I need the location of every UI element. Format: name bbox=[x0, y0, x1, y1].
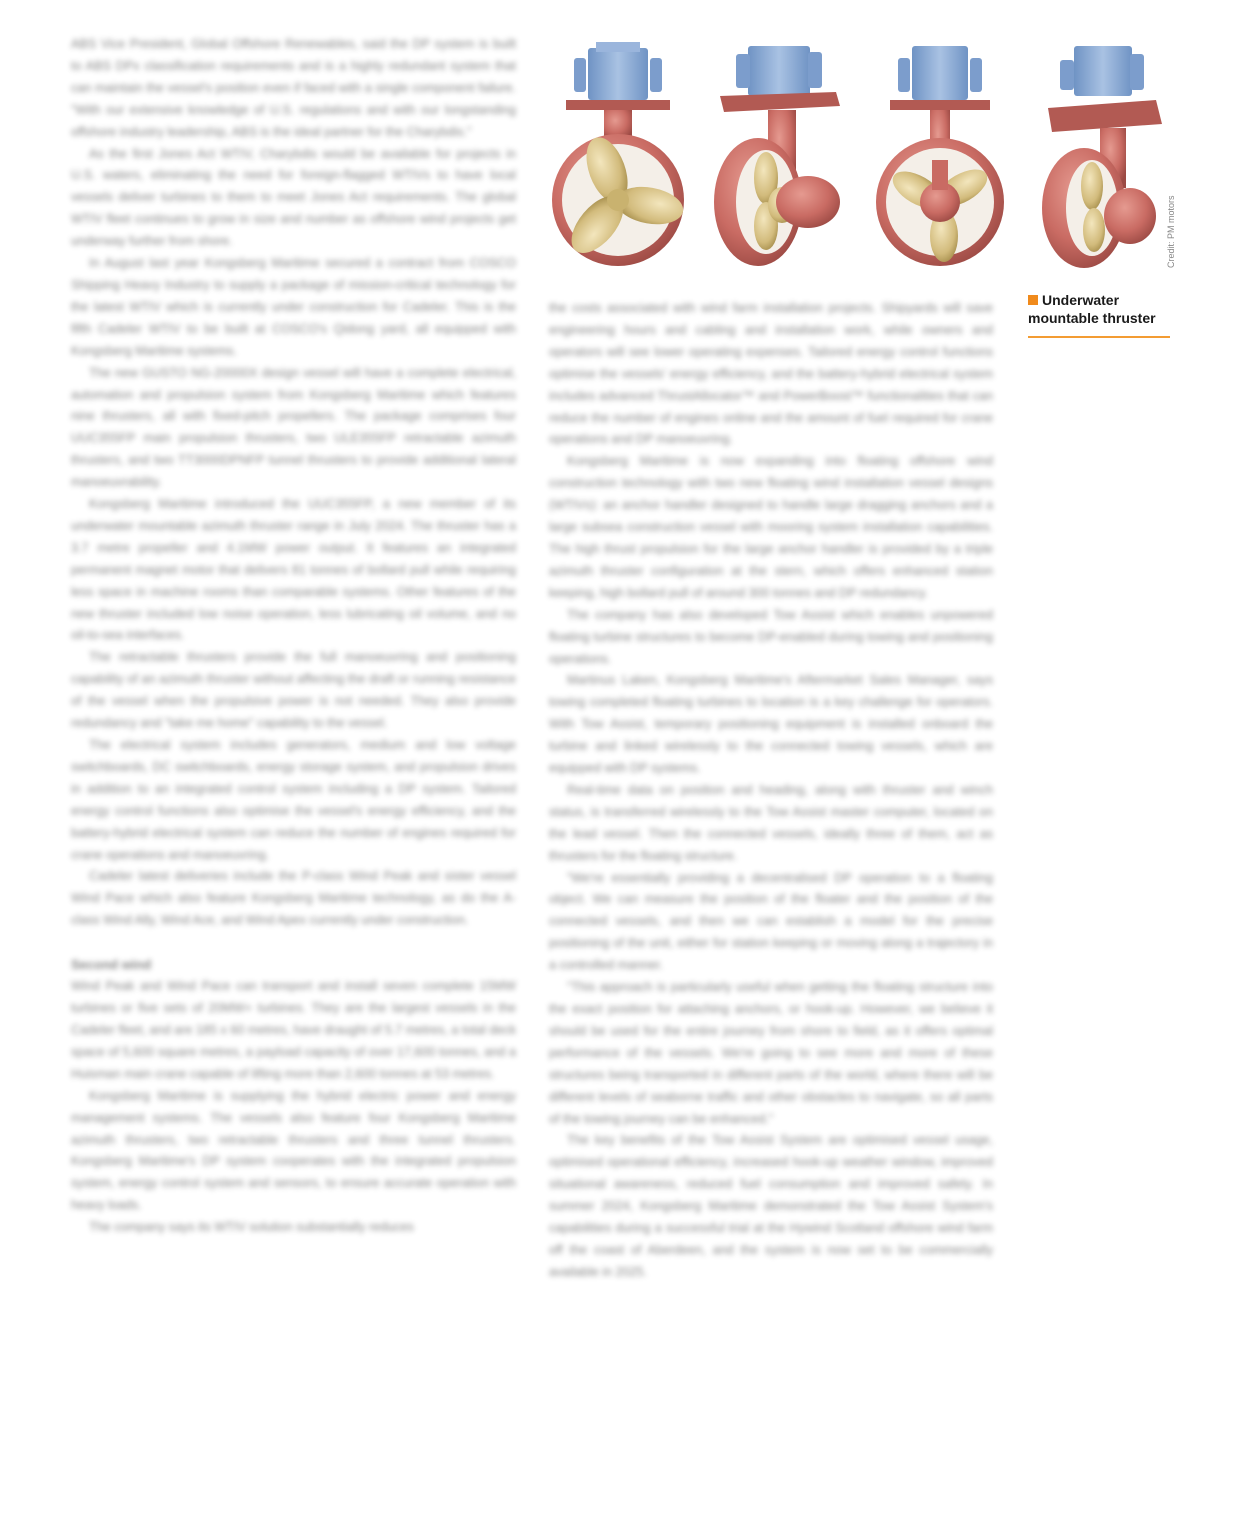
paragraph: The new GUSTO NG-20000X design vessel will have a complete electrical, automation and propulsion system from Kongsberg Maritime which features nine thrusters, all with fixed-pitch propellers. The package comprises four UUC355FP main propulsion thrusters, two ULE355FP retractable azimuth thrusters, and two TT3000DPNFP tunnel thrusters to provide additional lateral manoeuvrability. bbox=[71, 365, 516, 490]
caption-marker bbox=[1028, 295, 1038, 305]
caption-text: Underwater mountable thruster bbox=[1028, 292, 1156, 326]
thruster-3 bbox=[876, 46, 1004, 266]
paragraph: The retractable thrusters provide the full manoeuvring and positioning capability of an azimuth thruster without affecting the draft or running resistance of the vessel when the propulsive power is not needed. They also provide redundancy and "take me home" capability to the vessel. bbox=[71, 650, 516, 731]
paragraph: The key benefits of the Tow Assist System are optimised vessel usage, optimised operational efficiency, increased hook-up weather window, improved situational awareness, reduced fuel consumption and improved safety. In summer 2024, Kongsberg Maritime demonstrated the Tow Assist System's capabilities during a successful trial at the Hywind Scotland offshore wind farm off the coast of Aberdeen, and the system is now set to be commercially available in 2025. bbox=[549, 1133, 993, 1279]
paragraph: "This approach is particularly useful when getting the floating structure into the exact position for attaching anchors, or hook-up. However, we believe it should be used for the entire journey from shore to field, as it offers optimal performance of the vessels. We're going to see more and more of these structures being transported in different parts of the world, where there will be different levels of seaborne traffic and other obstacles to navigate, so all parts of the towing journey can be enhanced." bbox=[549, 980, 993, 1126]
paragraph: In August last year Kongsberg Maritime secured a contract from COSCO Shipping Heavy Industry to supply a package of mission-critical technology for the latest WTIV which is currently under construction for Cadeler. This is the fifth Cadeler WTIV to be built at COSCO's Qidong yard, all equipped with Kongsberg Maritime systems. bbox=[71, 256, 516, 358]
thruster-figure bbox=[548, 40, 1188, 276]
thruster-4 bbox=[1042, 46, 1162, 268]
paragraph: "We're essentially providing a decentralised DP operation to a floating object. We can measure the position of the floater and the position of the connected vessels, and then we can establish a model for the precise positioning of the unit, either for station keeping or moving along a trajectory in a controlled manner. bbox=[549, 870, 993, 973]
paragraph: Wind Peak and Wind Pace can transport and install seven complete 15MW turbines or five sets of 20MW+ turbines. They are the largest vessels in the Cadeler fleet, and are 185 x 60 metres, have draught of 5.7 metres, a total deck space of 5,600 square metres, a payload capacity of over 17,600 tonnes, and a Huisman main crane capable of lifting more than 2,600 tonnes at 53 metres. bbox=[71, 979, 516, 1081]
article-right-column bbox=[549, 298, 993, 1504]
photo-credit: Credit: PM motors bbox=[1166, 195, 1176, 268]
paragraph: Martinus Laken, Kongsberg Maritime's Aftermarket Sales Manager, says towing completed floating turbines to location is a key challenge for operators. With Tow Assist, temporary positioning equipment is installed onboard the turbine and linked wirelessly to the connected towing vessels, which are equipped with DP systems. bbox=[549, 673, 993, 776]
paragraph: The company has also developed Tow Assist which enables unpowered floating turbine structures to become DP-enabled during towing and positioning operations. bbox=[549, 607, 993, 666]
thruster-illustration bbox=[548, 40, 1188, 276]
paragraph: the costs associated with wind farm installation projects. Shipyards will save engineering hours and cabling and installation work, while owners and operators will see lower operating expenses. Tailored energy control functions optimise the vessels' energy efficiency, and the battery-hybrid electrical system includes advanced ThrustAllocator™ and PowerBoost™ functionalities that can reduce the number of engines online and the amount of fuel required for crane operations and DP manoeuvring. bbox=[549, 301, 993, 447]
paragraph: Real-time data on position and heading, along with thruster and winch status, is transferred wirelessly to the Tow Assist master computer, located on the lead vessel. Then the connected vessels, ideally three of them, act as thrusters for the floating structure. bbox=[549, 782, 993, 863]
section-subheading: Second wind bbox=[71, 957, 152, 973]
paragraph: Kongsberg Maritime is now expanding into floating offshore wind construction technology with two new floating wind installation vessel designs (WTIVs): an anchor handler designed to handle large dragging anchors and a large subsea construction vessel with mooring system installation capabilities. The high thrust propulsion for the large anchor handler is provided by a triple azimuth thruster configuration at the stern, which offers enhanced station keeping, high bollard pull of around 300 tonnes and DP redundancy. bbox=[549, 454, 993, 600]
paragraph: As the first Jones Act WTIV, Charybdis would be available for projects in U.S. waters, eliminating the need for foreign-flagged WTIVs to have local vessels deliver turbines to them to meet Jones Act requirements. The global WTIV fleet continues to grow in size and number as offshore wind projects get underway further from shore. bbox=[71, 146, 516, 249]
paragraph: Kongsberg Maritime is supplying the hybrid electric power and energy management systems. The vessels also feature four Kongsberg Maritime azimuth thrusters, two retractable thrusters and three tunnel thrusters. Kongsberg Maritime's DP system cooperates with the integrated propulsion system, energy control system and sensors, to ensure accurate operation with heavy loads. bbox=[71, 1088, 516, 1213]
article-left-column bbox=[71, 34, 516, 1506]
paragraph: Cadeler latest deliveries include the P-class Wind Peak and sister vessel Wind Pace which also feature Kongsberg Maritime technology, as do the A-class Wind Ally, Wind Ace, and Wind Apex currently under construction. bbox=[71, 869, 516, 928]
paragraph: ABS Vice President, Global Offshore Renewables, said the DP system is built to ABS DPx classification requirements and is a highly redundant system that can maintain the vessel's position even if faced with a single component failure. "With our extensive knowledge of U.S. regulations and with our longstanding offshore industry leadership, ABS is the ideal partner for the Charybdis." bbox=[71, 37, 516, 139]
paragraph: The company says its WTIV solution substantially reduces bbox=[89, 1220, 414, 1235]
paragraph: Kongsberg Maritime introduced the UUC355FP, a new member of its underwater mountable azimuth thruster range in July 2024. The thruster has a 3.7 metre propeller and 4.1MW power output. It features an integrated permanent magnet motor that delivers 81 tonnes of bollard pull while requiring less space in machine rooms than comparable systems. Other features of the new thruster included low noise operation, less lubricating oil volume, and no oil-to-sea interfaces. bbox=[71, 497, 516, 643]
thruster-2 bbox=[714, 46, 840, 266]
thruster-1 bbox=[552, 42, 686, 266]
figure-caption bbox=[1028, 292, 1170, 338]
paragraph: The electrical system includes generators, medium and low voltage switchboards, DC switchboards, energy storage system, and propulsion drives in addition to an integrated control system including a DP system. Tailored energy control functions also optimise the vessel's energy efficiency, and the battery-hybrid electrical system can reduce the number of engines required for crane operations and manoeuvring. bbox=[71, 738, 516, 862]
